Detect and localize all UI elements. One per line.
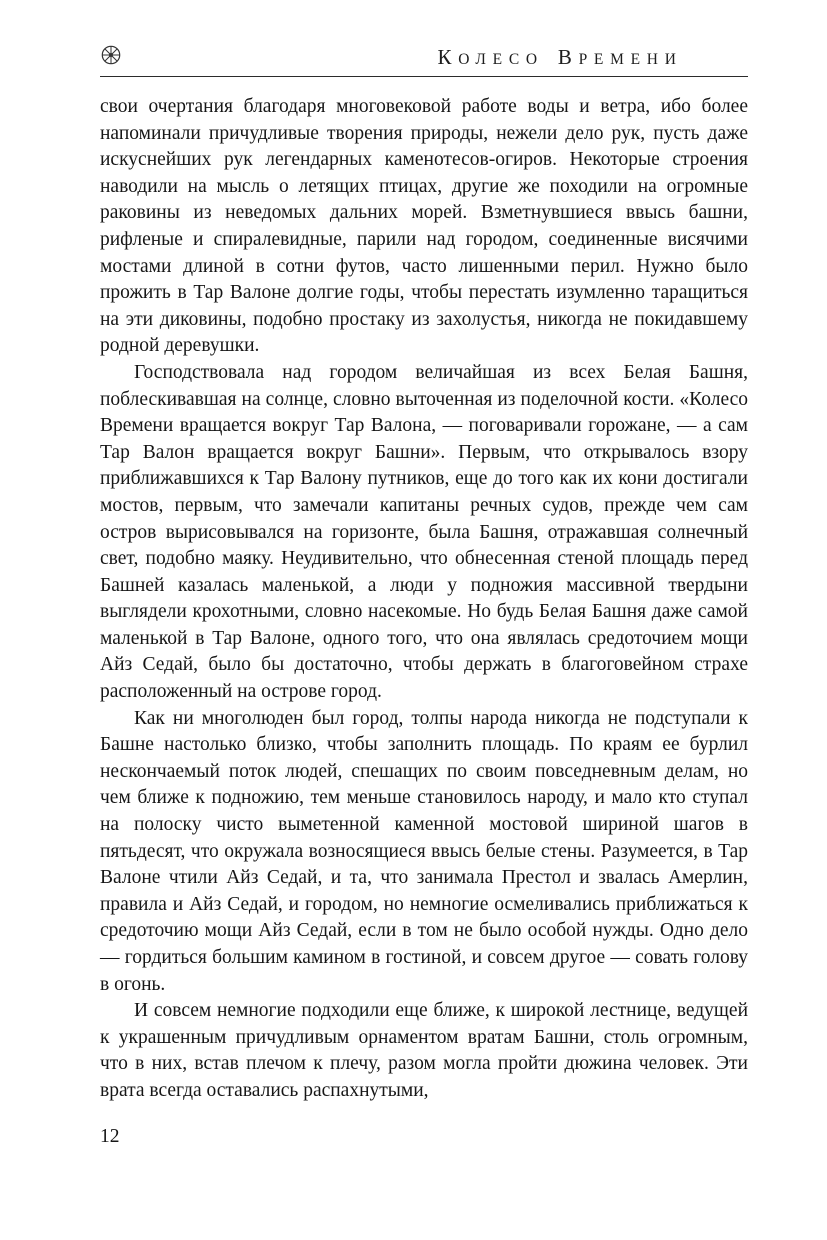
paragraph: И совсем немногие подходили еще ближе, к широкой лестнице, ведущей к украшенным причудливым орнаментом вратам Башни, столь огромным, что в них, встав плечом к плечу, разом могла пройти дюжина человек. Эти врата всегда оставались распахнутыми, xyxy=(100,1000,748,1101)
page-body xyxy=(100,94,748,1105)
running-title xyxy=(438,45,683,70)
title-word: РЕМЕНИ xyxy=(578,51,683,68)
title-initial: К xyxy=(437,45,459,69)
page-header xyxy=(100,42,748,77)
title-word: ОЛЕСО xyxy=(458,51,544,68)
wheel-ornament-icon xyxy=(100,44,122,66)
page-number: 12 xyxy=(100,1125,120,1147)
paragraph: свои очертания благодаря многовековой работе воды и ветра, ибо более напоминали причудливые творения природы, нежели дело рук, пусть даже искуснейших рук легендарных каменотесов-огиров. Некоторые строения наводили на мысль о летящих птицах, другие же походили на огромные раковины из неведомых дальних морей. Взметнувшиеся ввысь башни, рифленые и спиралевидные, парили над городом, соединенные висячими мостами длиной в сотни футов, часто лишенными перил. Нужно было прожить в Тар Валоне долгие годы, чтобы перестать изумленно таращиться на эти диковины, подобно простаку из захолустья, никогда не покидавшему родной деревушки. xyxy=(100,96,748,357)
title-initial: В xyxy=(557,45,579,69)
page-footer xyxy=(100,1126,748,1148)
paragraph: Как ни многолюден был город, толпы народа никогда не подступали к Башне настолько близко, чтобы заполнить площадь. По краям ее бурлил нескончаемый поток людей, спешащих по своим повседневным делам, но чем ближе к подножию, тем меньше становилось народу, и мало кто ступал на полоску чисто выметенной каменной мостовой шириной шагов в пятьдесят, что окружала возносящиеся ввысь белые стены. Разумеется, в Тар Валоне чтили Айз Седай, и та, что занимала Престол и звалась Амерлин, правила и Айз Седай, и городом, но немногие осмеливались приближаться к средоточию мощи Айз Седай, если в том не было особой нужды. Одно дело — гордиться большим камином в гостиной, и совсем другое — совать голову в огонь. xyxy=(100,707,748,995)
paragraph: Господствовала над городом величайшая из всех Белая Башня, поблескивавшая на солнце, словно выточенная из поделочной кости. «Колесо Времени вращается вокруг Тар Валона, — поговаривали горожане, — а сам Тар Валон вращается вокруг Башни». Первым, что открывалось взору приближавшихся к Тар Валону путников, еще до того как их кони достигали мостов, первым, что замечали капитаны речных судов, прежде чем сам остров вырисовывался на горизонте, была Башня, отражавшая солнечный свет, подобно маяку. Неудивительно, что обнесенная стеной площадь перед Башней казалась маленькой, а люди у подножия массивной твердыни выглядели крохотными, словно насекомые. Но будь Белая Башня даже самой маленькой в Тар Валоне, одного того, что она являлась средоточием мощи Айз Седай, было бы достаточно, чтобы держать в благоговейном страхе расположенный на острове город. xyxy=(100,361,748,703)
